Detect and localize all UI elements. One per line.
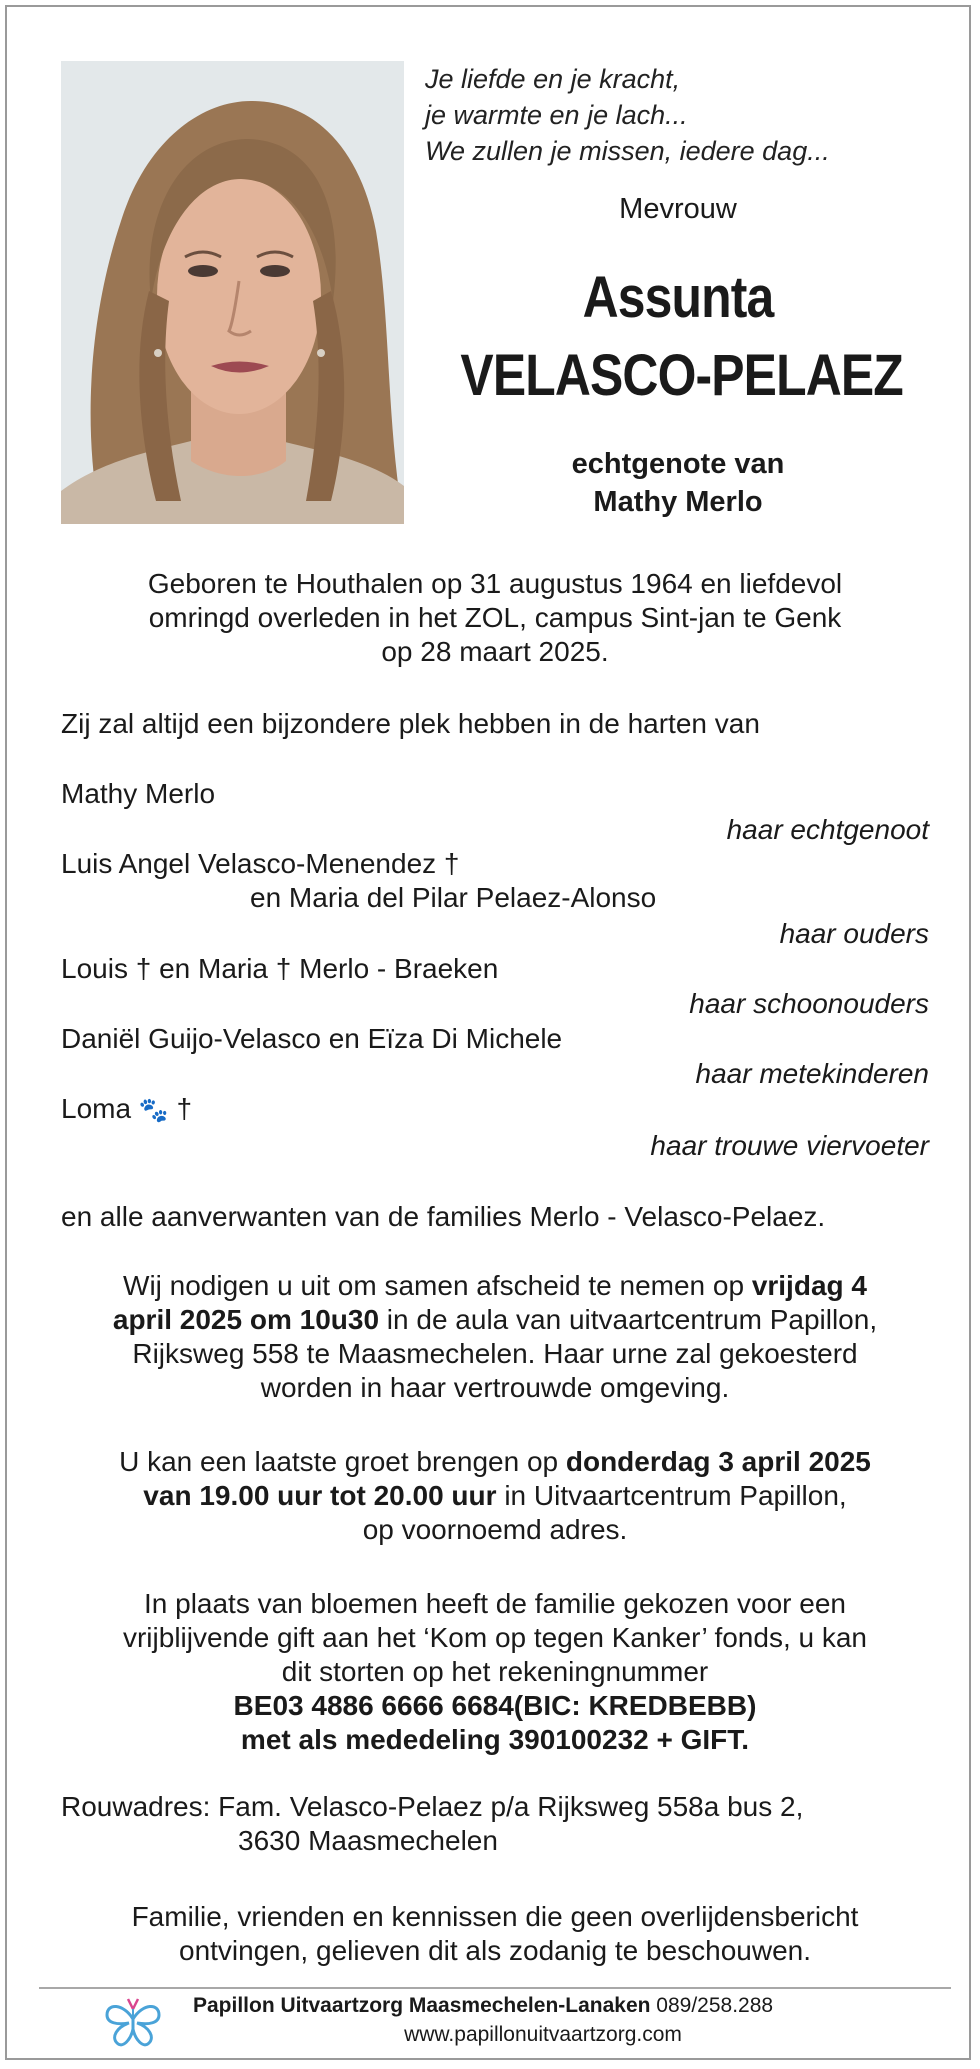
family-name: Louis † en Maria † Merlo - Braeken <box>61 953 499 984</box>
ceremony-text: worden in haar vertrouwde omgeving. <box>260 1372 730 1403</box>
poem-line: je warmte en je lach... <box>425 100 688 130</box>
donation-paragraph <box>61 1587 929 1757</box>
footer-website[interactable]: www.papillonuitvaartzorg.com <box>404 2023 682 2046</box>
pet-entry <box>61 1092 941 1127</box>
address-line: Rouwadres: Fam. Velasco-Pelaez p/a Rijksweg 558a bus 2, <box>61 1791 804 1822</box>
payment-reference: met als mededeling 390100232 + GIFT. <box>240 1724 750 1755</box>
ceremony-text: Rijksweg 558 te Maasmechelen. Haar urne zal gekoesterd <box>132 1338 858 1369</box>
paw-icon: 🐾 <box>138 1096 169 1124</box>
family-name: Luis Angel Velasco-Menendez † <box>61 848 460 879</box>
family-relation: haar metekinderen <box>695 1058 929 1089</box>
closing-text: ontvingen, gelieven dit als zodanig te beschouwen. <box>179 1935 811 1966</box>
address-line: 3630 Maasmechelen <box>238 1825 498 1856</box>
poem-line: We zullen je missen, iedere dag... <box>425 136 830 166</box>
cross-symbol: † <box>176 1093 193 1124</box>
visit-text: op voornoemd adres. <box>362 1514 628 1545</box>
ceremony-paragraph <box>61 1269 929 1405</box>
donation-text: dit storten op het rekeningnummer <box>281 1656 709 1687</box>
closing-text: Familie, vrienden en kennissen die geen overlijdensbericht <box>131 1901 859 1932</box>
ceremony-date: vrijdag 4 <box>751 1270 867 1301</box>
ceremony-text: in de aula van uitvaartcentrum Papillon, <box>379 1304 878 1335</box>
butterfly-logo-icon <box>101 1989 165 2053</box>
spouse-label: echtgenote van <box>571 448 785 480</box>
portrait-illustration <box>61 61 404 524</box>
donation-text: In plaats van bloemen heeft de familie gekozen voor een <box>143 1588 846 1619</box>
visit-date: donderdag 3 april 2025 <box>565 1446 871 1477</box>
visit-time: van 19.00 uur tot 20.00 uur <box>143 1480 497 1511</box>
poem-line: Je liefde en je kracht, <box>425 64 681 94</box>
ceremony-text: Wij nodigen u uit om samen afscheid te nemen op <box>123 1270 752 1301</box>
birth-line: omringd overleden in het ZOL, campus Sint-jan te Genk <box>148 602 842 633</box>
spouse-block <box>425 445 931 521</box>
portrait-photo <box>61 61 404 524</box>
intro-text: Zij zal altijd een bijzondere plek hebben in de harten van <box>61 708 760 739</box>
family-relation: haar schoonouders <box>689 988 929 1019</box>
family-relation: haar ouders <box>779 918 929 949</box>
salutation: Mevrouw <box>619 193 737 225</box>
company-phone: 089/258.288 <box>650 1994 774 2017</box>
company-name: Papillon Uitvaartzorg Maasmechelen-Lanaken <box>193 1994 651 2017</box>
poem <box>425 61 945 169</box>
closing-paragraph <box>61 1900 929 1968</box>
visit-text: U kan een laatste groet brengen op <box>119 1446 566 1477</box>
footer-company <box>193 1994 773 2018</box>
family-name: Daniël Guijo-Velasco en Eïza Di Michele <box>61 1023 563 1054</box>
family-relation: haar echtgenoot <box>726 814 929 845</box>
address-block <box>61 1790 941 1858</box>
last-name: VELASCO-PELAEZ <box>460 343 903 408</box>
pet-name: Loma <box>61 1093 132 1124</box>
family-name: Mathy Merlo <box>61 778 216 809</box>
visit-paragraph <box>61 1445 929 1547</box>
relatives-text: en alle aanverwanten van de families Merlo - Velasco-Pelaez. <box>61 1201 826 1232</box>
donation-text: vrijblijvende gift aan het ‘Kom op tegen Kanker’ fonds, u kan <box>122 1622 867 1653</box>
visit-text: in Uitvaartcentrum Papillon, <box>496 1480 847 1511</box>
family-relation: haar trouwe viervoeter <box>650 1130 929 1161</box>
birth-line: op 28 maart 2025. <box>381 636 609 667</box>
family-name-2: en Maria del Pilar Pelaez-Alonso <box>250 882 657 913</box>
footer-divider <box>39 1987 951 1989</box>
bank-account: BE03 4886 6666 6684(BIC: KREDBEBB) <box>233 1690 757 1721</box>
spouse-name: Mathy Merlo <box>593 486 763 518</box>
obituary-card <box>5 5 971 2060</box>
birth-paragraph <box>61 567 929 669</box>
birth-line: Geboren te Houthalen op 31 augustus 1964 en liefdevol <box>147 568 843 599</box>
first-name: Assunta <box>582 265 774 330</box>
ceremony-time: april 2025 om 10u30 <box>112 1304 380 1335</box>
